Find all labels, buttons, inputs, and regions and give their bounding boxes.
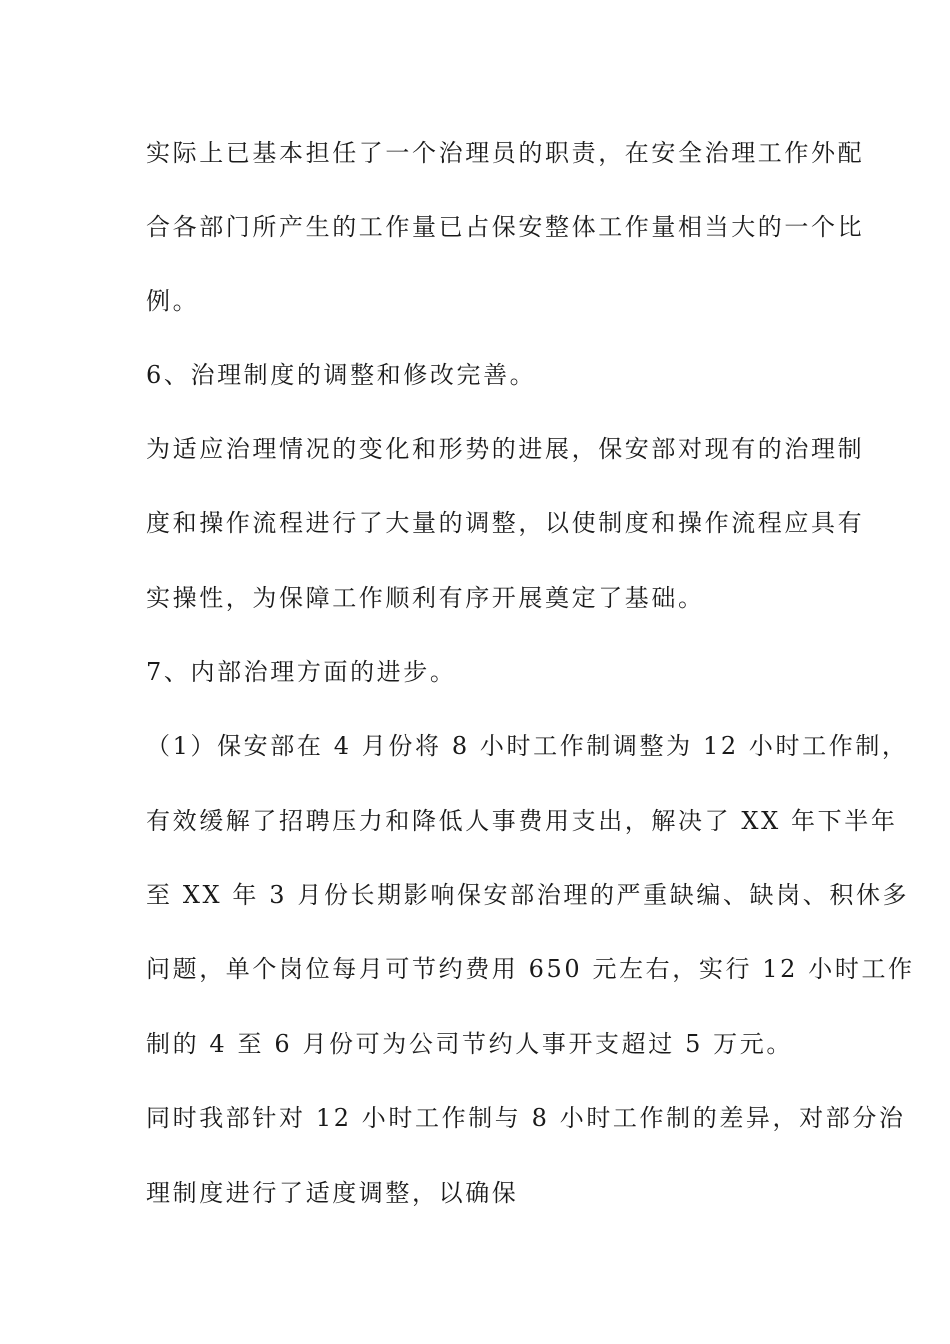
text-line: 例。 (146, 287, 200, 315)
text-line: 至 XX 年 3 月份长期影响保安部治理的严重缺编、缺岗、积休多 (146, 881, 910, 909)
text-line: 为适应治理情况的变化和形势的进展，保安部对现有的治理制 (146, 435, 865, 463)
text-line: 实际上已基本担任了一个治理员的职责，在安全治理工作外配 (146, 139, 865, 167)
section-heading: 6、治理制度的调整和修改完善。 (146, 361, 537, 389)
text-line: （1）保安部在 4 月份将 8 小时工作制调整为 12 小时工作制， (146, 732, 909, 760)
section-heading: 7、内部治理方面的进步。 (146, 658, 457, 686)
text-line: 理制度进行了适度调整，以确保 (146, 1179, 519, 1207)
text-line: 有效缓解了招聘压力和降低人事费用支出，解决了 XX 年下半年 (146, 807, 898, 835)
text-line: 合各部门所产生的工作量已占保安整体工作量相当大的一个比 (146, 213, 865, 241)
text-line: 度和操作流程进行了大量的调整，以使制度和操作流程应具有 (146, 509, 865, 537)
text-line: 同时我部针对 12 小时工作制与 8 小时工作制的差异，对部分治 (146, 1104, 906, 1132)
text-line: 实操性，为保障工作顺利有序开展奠定了基础。 (146, 584, 705, 612)
text-line: 制的 4 至 6 月份可为公司节约人事开支超过 5 万元。 (146, 1030, 793, 1058)
text-line: 问题，单个岗位每月可节约费用 650 元左右，实行 12 小时工作 (146, 955, 915, 983)
